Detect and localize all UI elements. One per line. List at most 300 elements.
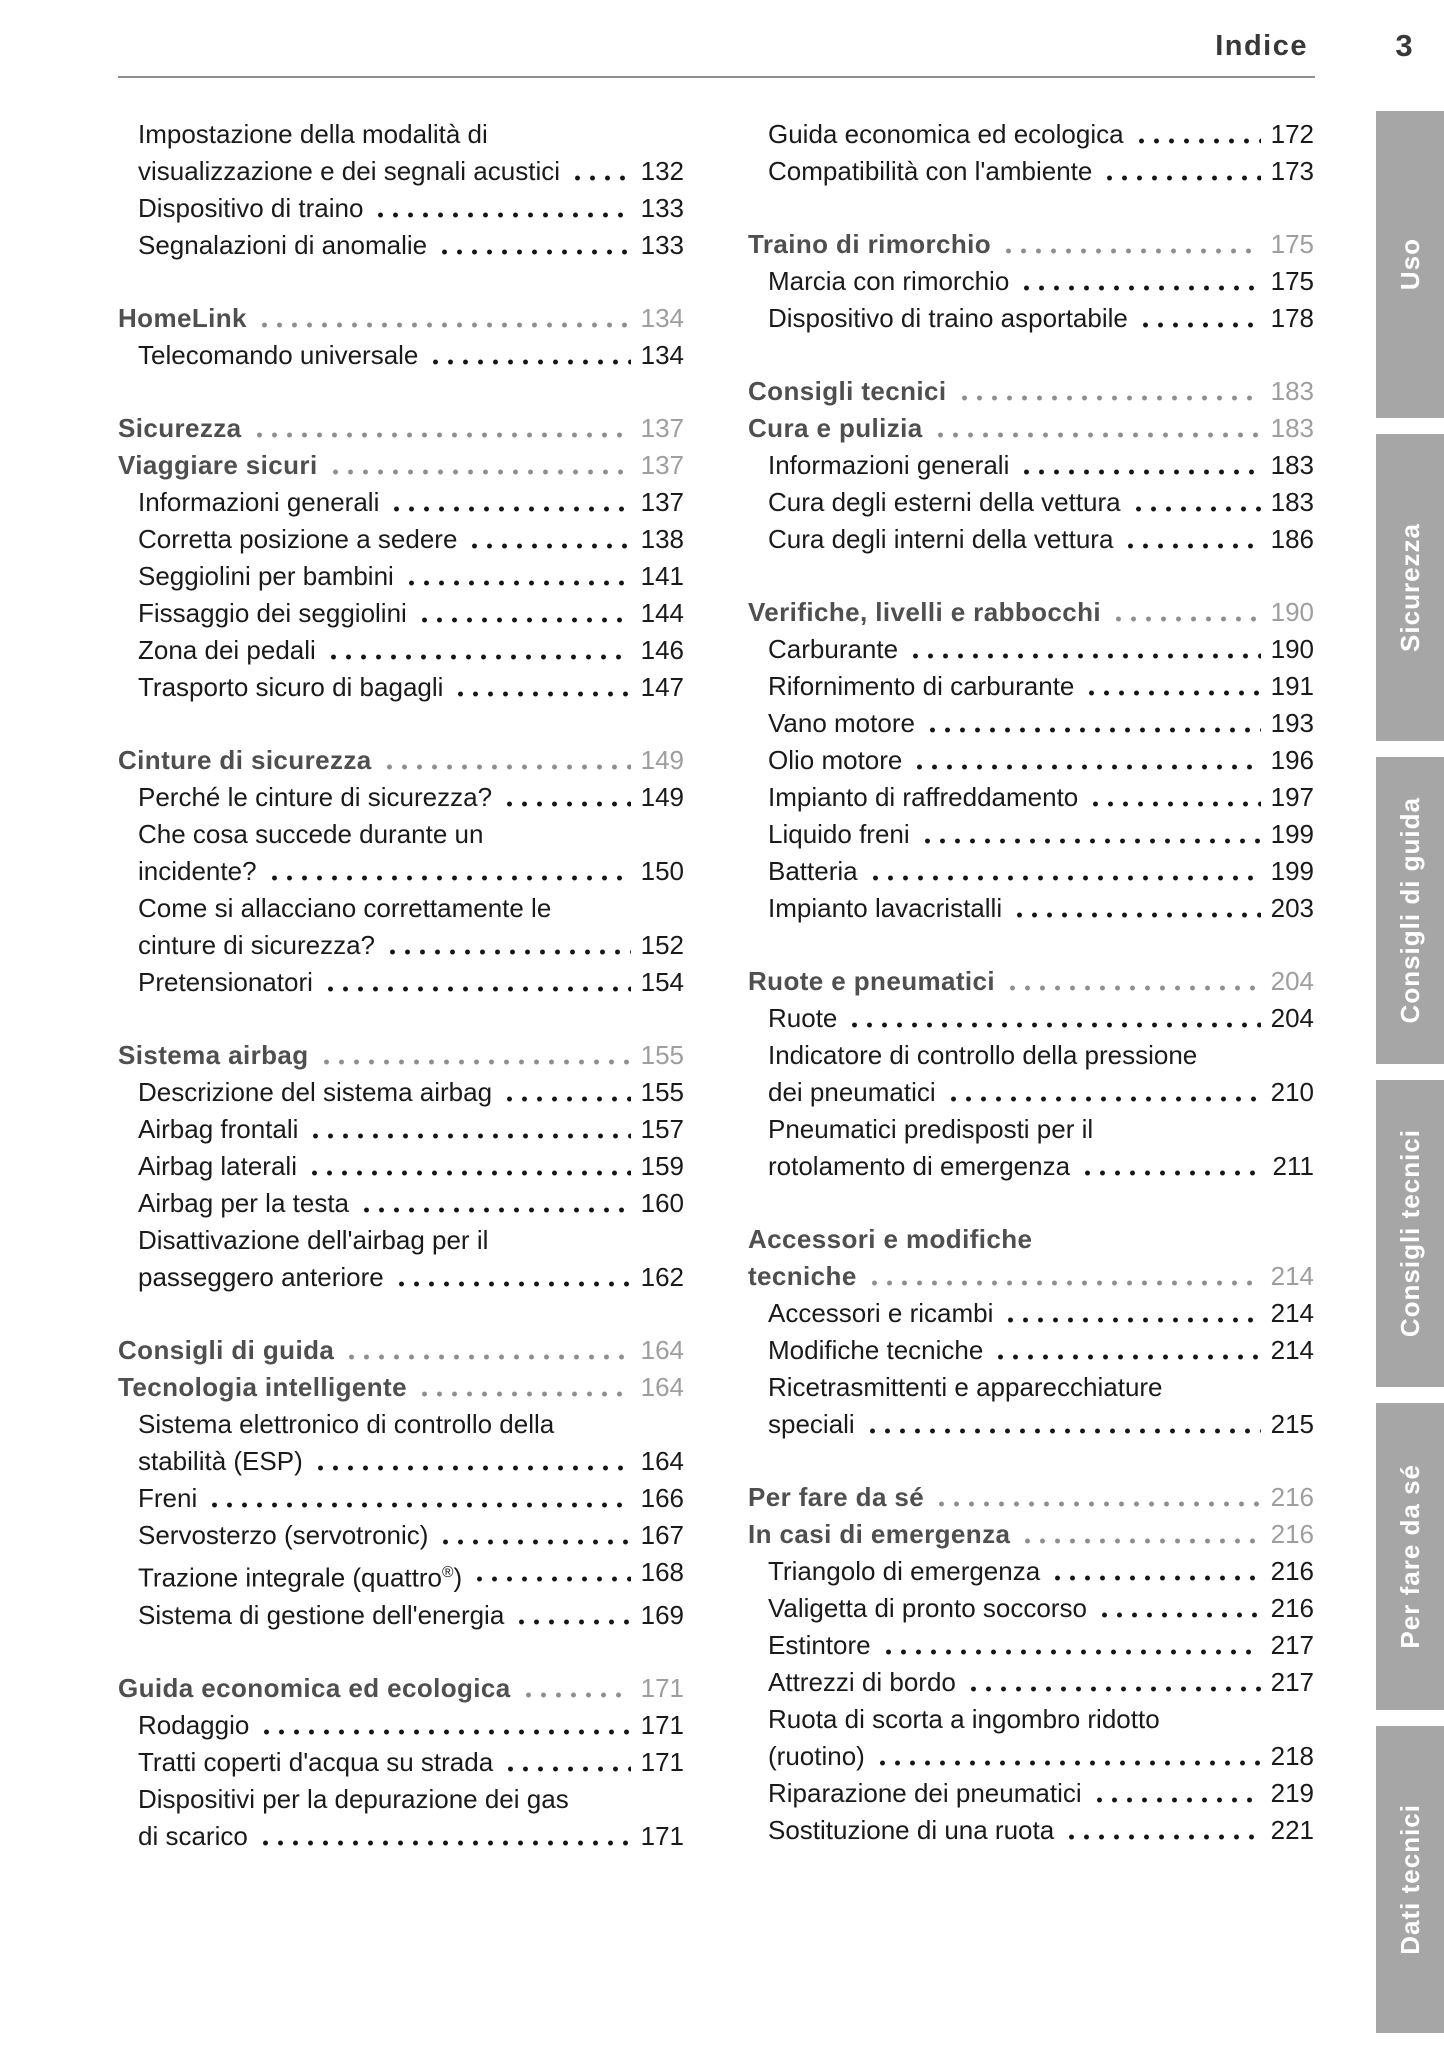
toc-entry <box>748 1775 1314 1812</box>
toc-entry-label: Sostituzione di una ruota <box>768 1815 1055 1845</box>
toc-entry <box>748 484 1314 521</box>
dot-leader <box>306 1111 630 1148</box>
toc-page-ref: 183 <box>1270 487 1314 517</box>
toc-page-ref: 217 <box>1270 1630 1314 1660</box>
toc-entry <box>118 1406 684 1480</box>
toc-page-ref: 150 <box>640 856 684 886</box>
dot-leader <box>519 1670 631 1707</box>
toc-entry-label: visualizzazione e dei segnali acustici <box>138 156 561 186</box>
toc-page-ref: 219 <box>1270 1778 1314 1808</box>
toc-entry <box>118 1517 684 1554</box>
toc-entry <box>748 668 1314 705</box>
toc-entry <box>748 521 1314 558</box>
toc-page-ref: 154 <box>640 967 684 997</box>
dot-leader <box>435 227 631 264</box>
dot-leader <box>910 742 1260 779</box>
toc-entry-label: Fissaggio dei seggiolini <box>138 598 407 628</box>
toc-entry-label: Perché le cinture di sicurezza? <box>138 782 493 812</box>
toc-group <box>748 1479 1314 1849</box>
dot-leader <box>500 779 631 816</box>
toc-entry <box>748 410 1314 447</box>
header-rule <box>118 76 1315 78</box>
toc-page-ref: 138 <box>640 524 684 554</box>
toc-column-left <box>118 116 684 1891</box>
toc-entry-label: Per fare da sé <box>748 1482 925 1512</box>
toc-entry <box>748 890 1314 927</box>
dot-leader <box>964 1664 1261 1701</box>
dot-leader <box>250 410 631 447</box>
toc-page-ref: 216 <box>1270 1519 1314 1549</box>
toc-entry <box>748 373 1314 410</box>
side-tab-sicurezza <box>1376 434 1444 741</box>
toc-page-ref: 217 <box>1270 1667 1314 1697</box>
dot-leader <box>999 226 1261 263</box>
dot-leader <box>1001 1295 1260 1332</box>
toc-group <box>748 373 1314 558</box>
toc-entry <box>118 890 684 964</box>
toc-entry-label: Marcia con rimorchio <box>768 266 1010 296</box>
toc-group <box>118 742 684 1001</box>
side-tab-dati-tecnici <box>1376 1726 1444 2033</box>
toc-entry <box>118 190 684 227</box>
dot-leader <box>1003 963 1261 1000</box>
toc-entry <box>118 300 684 337</box>
side-tab-per-fare-da-s- <box>1376 1403 1444 1710</box>
toc-entry-label: Compatibilità con l'ambiente <box>768 156 1093 186</box>
toc-entry-line: Pneumatici predisposti per il <box>768 1114 1094 1144</box>
toc-page-ref: 215 <box>1270 1409 1314 1439</box>
toc-entry <box>748 963 1314 1000</box>
toc-entry-label: cinture di sicurezza? <box>138 930 375 960</box>
dot-leader <box>1100 153 1260 190</box>
toc-entry <box>748 263 1314 300</box>
toc-entry-label: dei pneumatici <box>768 1077 936 1107</box>
toc-entry-label: Tecnologia intelligente <box>118 1372 407 1402</box>
toc-page-ref: 171 <box>640 1672 684 1703</box>
dot-leader <box>402 558 631 595</box>
dot-leader <box>371 190 630 227</box>
toc-entry <box>748 116 1314 153</box>
toc-group <box>118 300 684 374</box>
toc-entry-label: Cinture di sicurezza <box>118 745 372 775</box>
toc-group <box>118 410 684 706</box>
toc-entry-label: stabilità (ESP) <box>138 1446 303 1476</box>
toc-page-ref: 193 <box>1270 708 1314 738</box>
side-tab-consigli-di-guida <box>1376 757 1444 1064</box>
dot-leader <box>305 1148 631 1185</box>
toc-page-ref: 137 <box>640 450 684 480</box>
toc-page-ref: 152 <box>640 930 684 960</box>
toc-entry-label: Guida economica ed ecologica <box>768 119 1124 149</box>
toc-entry-label: speciali <box>768 1409 855 1439</box>
toc-entry-line: Dispositivi per la depurazione dei gas <box>138 1783 569 1814</box>
toc-page-ref: 218 <box>1270 1741 1314 1771</box>
toc-group <box>748 1221 1314 1443</box>
toc-entry-label: Cura e pulizia <box>748 413 923 443</box>
toc-entry <box>748 1479 1314 1516</box>
toc-entry <box>748 853 1314 890</box>
toc-column-right <box>748 116 1314 1885</box>
toc-page-ref: 216 <box>1270 1482 1314 1512</box>
toc-entry-label: Accessori e ricambi <box>768 1298 994 1328</box>
toc-group <box>118 1332 684 1634</box>
dot-leader <box>918 816 1261 853</box>
toc-page-ref: 199 <box>1270 856 1314 886</box>
toc-page-ref: 155 <box>640 1077 684 1107</box>
dot-leader <box>1048 1553 1260 1590</box>
toc-page-ref: 132 <box>640 156 684 186</box>
dot-leader <box>392 1259 631 1296</box>
toc-entry <box>748 1332 1314 1369</box>
dot-leader <box>415 1369 631 1406</box>
toc-entry <box>748 594 1314 631</box>
toc-entry <box>748 226 1314 263</box>
toc-entry-label: Segnalazioni di anomalie <box>138 230 428 260</box>
toc-page-ref: 203 <box>1270 893 1314 923</box>
toc-entry <box>118 1074 684 1111</box>
toc-page-ref: 190 <box>1270 597 1314 627</box>
toc-entry-label: Trazione integrale (quattro®) <box>138 1562 463 1593</box>
toc-entry <box>118 1597 684 1634</box>
side-tab-label: Uso <box>1394 238 1425 291</box>
toc-entry <box>748 631 1314 668</box>
dot-leader <box>923 705 1261 742</box>
toc-entry-label: Liquido freni <box>768 819 910 849</box>
toc-entry-label: Trasporto sicuro di bagagli <box>138 672 444 702</box>
dot-leader <box>426 337 630 374</box>
toc-page-ref: 146 <box>640 635 684 665</box>
toc-page-ref: 173 <box>1270 156 1314 186</box>
toc-entry <box>118 816 684 890</box>
toc-page-ref: 196 <box>1270 745 1314 775</box>
toc-entry-label: Pretensionatori <box>138 967 313 997</box>
page-number: 3 <box>1395 28 1413 63</box>
dot-leader <box>879 1627 1261 1664</box>
toc-page-ref: 141 <box>640 561 684 591</box>
toc-entry-label: Triangolo di emergenza <box>768 1556 1041 1586</box>
toc-page-ref: 137 <box>640 487 684 517</box>
toc-entry <box>748 1037 1314 1111</box>
toc-page-ref: 191 <box>1270 671 1314 701</box>
toc-entry <box>118 447 684 484</box>
dot-leader <box>991 1332 1260 1369</box>
dot-leader <box>501 1744 630 1781</box>
dot-leader <box>255 300 631 337</box>
dot-leader <box>1095 1590 1261 1627</box>
dot-leader <box>1062 1812 1260 1849</box>
toc-entry-label: di scarico <box>138 1820 248 1851</box>
toc-entry <box>748 153 1314 190</box>
toc-entry-line: Accessori e modifiche <box>748 1224 1033 1254</box>
toc-page-ref: 171 <box>640 1820 684 1851</box>
toc-entry-label: Modifiche tecniche <box>768 1335 984 1365</box>
toc-entry-label: Viaggiare sicuri <box>118 450 318 480</box>
side-tab-label: Sicurezza <box>1394 523 1425 652</box>
toc-entry-label: Rifornimento di carburante <box>768 671 1075 701</box>
toc-page-ref: 183 <box>1270 413 1314 443</box>
dot-leader <box>1018 1516 1260 1553</box>
toc-entry <box>118 595 684 632</box>
toc-page-ref: 159 <box>640 1151 684 1181</box>
toc-page-ref: 214 <box>1270 1298 1314 1328</box>
toc-page-ref: 183 <box>1270 376 1314 406</box>
toc-entry-label: Consigli di guida <box>118 1335 335 1365</box>
dot-leader <box>1121 521 1260 558</box>
side-tab-consigli-tecnici <box>1376 1080 1444 1387</box>
toc-page-ref: 137 <box>640 413 684 443</box>
toc-entry-label: passeggero anteriore <box>138 1262 384 1292</box>
toc-entry-label: Descrizione del sistema airbag <box>138 1077 493 1107</box>
toc-entry <box>748 1221 1314 1295</box>
toc-entry <box>748 1701 1314 1775</box>
toc-entry <box>118 1222 684 1296</box>
toc-entry-label: Rodaggio <box>138 1709 250 1740</box>
toc-entry-label: Valigetta di pronto soccorso <box>768 1593 1087 1623</box>
dot-leader <box>265 853 631 890</box>
toc-page-ref: 183 <box>1270 450 1314 480</box>
toc-entry <box>118 521 684 558</box>
toc-entry-label: Zona dei pedali <box>138 635 316 665</box>
toc-entry-label: Estintore <box>768 1630 871 1660</box>
toc-page-ref: 171 <box>640 1709 684 1740</box>
toc-page-ref: 211 <box>1272 1151 1314 1181</box>
toc-page-ref: 197 <box>1270 782 1314 812</box>
toc-entry <box>748 1369 1314 1443</box>
toc-page-ref: 175 <box>1270 229 1314 259</box>
toc-page-ref: 144 <box>640 598 684 628</box>
toc-entry-label: Airbag per la testa <box>138 1188 350 1218</box>
toc-entry <box>748 447 1314 484</box>
toc-entry-label: Informazioni generali <box>768 450 1010 480</box>
toc-page-ref: 133 <box>640 193 684 223</box>
toc-entry <box>118 964 684 1001</box>
toc-entry <box>748 1111 1314 1185</box>
toc-page-ref: 169 <box>640 1599 684 1630</box>
toc-entry <box>118 779 684 816</box>
toc-entry-line: Ruota di scorta a ingombro ridotto <box>768 1704 1160 1734</box>
toc-entry-label: Carburante <box>768 634 899 664</box>
toc-page-ref: 164 <box>640 1335 684 1365</box>
toc-entry-label: Vano motore <box>768 708 915 738</box>
toc-entry <box>118 1670 684 1707</box>
toc-entry <box>118 1781 684 1855</box>
dot-leader <box>465 521 630 558</box>
dot-leader <box>256 1818 631 1855</box>
toc-page-ref: 149 <box>640 782 684 812</box>
toc-entry-label: In casi di emergenza <box>748 1519 1011 1549</box>
dot-leader <box>1017 447 1260 484</box>
toc-entry <box>118 1148 684 1185</box>
toc-page-ref: 134 <box>640 303 684 333</box>
dot-leader <box>357 1185 631 1222</box>
toc-entry <box>748 742 1314 779</box>
toc-entry-label: rotolamento di emergenza <box>768 1151 1071 1181</box>
toc-entry <box>118 1111 684 1148</box>
dot-leader <box>387 484 630 521</box>
toc-entry <box>118 1707 684 1744</box>
toc-entry <box>118 1185 684 1222</box>
dot-leader <box>863 1406 1261 1443</box>
toc-entry-line: Come si allacciano correttamente le <box>138 893 552 923</box>
toc-entry-label: Freni <box>138 1483 198 1513</box>
dot-leader <box>1090 1775 1261 1812</box>
toc-entry-label: Cura degli interni della vettura <box>768 524 1114 554</box>
toc-entry <box>118 1037 684 1074</box>
toc-entry-line: Ricetrasmittenti e apparecchiature <box>768 1372 1163 1402</box>
toc-entry <box>748 1590 1314 1627</box>
toc-entry <box>118 742 684 779</box>
toc-page-ref: 171 <box>640 1746 684 1777</box>
dot-leader <box>1132 116 1261 153</box>
toc-page-ref: 216 <box>1270 1593 1314 1623</box>
toc-entry-line: Che cosa succede durante un <box>138 819 484 849</box>
toc-group <box>748 226 1314 337</box>
dot-leader <box>321 964 631 1001</box>
side-tab-uso <box>1376 111 1444 418</box>
dot-leader <box>436 1517 630 1554</box>
toc-group <box>118 1670 684 1855</box>
toc-entry <box>118 1332 684 1369</box>
toc-entry-label: (ruotino) <box>768 1741 865 1771</box>
toc-entry-label: Impianto di raffreddamento <box>768 782 1079 812</box>
toc-entry <box>748 705 1314 742</box>
dot-leader <box>383 927 631 964</box>
toc-page-ref: 147 <box>640 672 684 702</box>
side-tab-label: Dati tecnici <box>1394 1804 1425 1955</box>
toc-entry-label: Airbag frontali <box>138 1114 299 1144</box>
dot-leader <box>311 1443 631 1480</box>
toc-group <box>118 1037 684 1296</box>
toc-page-ref: 167 <box>640 1520 684 1550</box>
toc-entry-line: Impostazione della modalità di <box>138 119 488 149</box>
toc-entry-label: Guida economica ed ecologica <box>118 1672 511 1703</box>
toc-page-ref: 204 <box>1270 966 1314 996</box>
toc-page-ref: 166 <box>640 1483 684 1513</box>
dot-leader <box>342 1332 630 1369</box>
toc-entry-label: Sistema airbag <box>118 1040 309 1070</box>
toc-entry-label: Sistema di gestione dell'energia <box>138 1599 505 1630</box>
toc-entry <box>118 1744 684 1781</box>
dot-leader <box>944 1074 1261 1111</box>
dot-leader <box>324 632 631 669</box>
dot-leader <box>1136 300 1261 337</box>
dot-leader <box>326 447 631 484</box>
toc-entry-line: Indicatore di controllo della pressione <box>768 1040 1198 1070</box>
toc-entry <box>748 816 1314 853</box>
toc-entry-label: Consigli tecnici <box>748 376 947 406</box>
toc-entry <box>748 300 1314 337</box>
dot-leader <box>1078 1148 1262 1185</box>
toc-entry-label: Batteria <box>768 856 858 886</box>
toc-entry <box>748 1812 1314 1849</box>
toc-entry <box>118 116 684 190</box>
toc-entry-label: Tratti coperti d'acqua su strada <box>138 1746 494 1777</box>
toc-group <box>748 116 1314 190</box>
toc-entry-label: Verifiche, livelli e rabbocchi <box>748 597 1102 627</box>
side-tab-label: Consigli di guida <box>1394 797 1425 1024</box>
toc-entry <box>118 1480 684 1517</box>
page-title: Indice <box>1215 30 1308 62</box>
toc-group <box>748 963 1314 1185</box>
toc-page-ref: 157 <box>640 1114 684 1144</box>
dot-leader <box>1109 594 1261 631</box>
toc-entry-label: Airbag laterali <box>138 1151 297 1181</box>
toc-entry-label: Sicurezza <box>118 413 242 443</box>
toc-page-ref: 210 <box>1270 1077 1314 1107</box>
dot-leader <box>1082 668 1260 705</box>
toc-entry-label: Dispositivo di traino <box>138 193 364 223</box>
toc-entry-label: Ruote <box>768 1003 838 1033</box>
dot-leader <box>257 1707 630 1744</box>
toc-entry <box>748 1664 1314 1701</box>
toc-page-ref: 175 <box>1270 266 1314 296</box>
dot-leader <box>380 742 631 779</box>
dot-leader <box>500 1074 631 1111</box>
toc-entry <box>118 632 684 669</box>
toc-entry <box>748 1553 1314 1590</box>
dot-leader <box>931 410 1261 447</box>
side-tab-label: Per fare da sé <box>1394 1464 1425 1649</box>
toc-page-ref: 199 <box>1270 819 1314 849</box>
dot-leader <box>317 1037 631 1074</box>
dot-leader <box>845 1000 1260 1037</box>
toc-entry <box>118 227 684 264</box>
dot-leader <box>866 853 1261 890</box>
toc-entry <box>748 1516 1314 1553</box>
toc-page-ref: 186 <box>1270 524 1314 554</box>
toc-entry <box>118 669 684 706</box>
toc-entry <box>748 779 1314 816</box>
toc-page-ref: 160 <box>640 1188 684 1218</box>
dot-leader <box>415 595 631 632</box>
toc-page-ref: 149 <box>640 745 684 775</box>
toc-entry-label: Cura degli esterni della vettura <box>768 487 1121 517</box>
dot-leader <box>1129 484 1261 521</box>
toc-page-ref: 134 <box>640 340 684 370</box>
dot-leader <box>1017 263 1260 300</box>
toc-entry-line: Disattivazione dell'airbag per il <box>138 1225 489 1255</box>
toc-page-ref: 133 <box>640 230 684 260</box>
toc-page-ref: 155 <box>640 1040 684 1070</box>
toc-entry <box>118 1554 684 1597</box>
toc-entry-label: Ruote e pneumatici <box>748 966 996 996</box>
toc-page-ref: 172 <box>1270 119 1314 149</box>
toc-entry-label: Olio motore <box>768 745 903 775</box>
toc-entry-label: Impianto lavacristalli <box>768 893 1003 923</box>
dot-leader <box>1086 779 1260 816</box>
toc-entry-label: HomeLink <box>118 303 247 333</box>
toc-page-ref: 164 <box>640 1372 684 1402</box>
toc-page-ref: 178 <box>1270 303 1314 333</box>
dot-leader <box>451 669 630 706</box>
toc-entry-label: Riparazione dei pneumatici <box>768 1778 1082 1808</box>
dot-leader <box>865 1258 1261 1295</box>
toc-entry <box>118 558 684 595</box>
toc-entry-label: Seggiolini per bambini <box>138 561 394 591</box>
toc-entry-label: Corretta posizione a sedere <box>138 524 458 554</box>
toc-entry-label: tecniche <box>748 1261 857 1291</box>
toc-entry <box>748 1000 1314 1037</box>
dot-leader <box>873 1738 1261 1775</box>
dot-leader <box>568 153 631 190</box>
toc-page-ref: 214 <box>1270 1335 1314 1365</box>
toc-entry-label: Informazioni generali <box>138 487 380 517</box>
toc-entry <box>118 484 684 521</box>
dot-leader <box>932 1479 1260 1516</box>
toc-page-ref: 214 <box>1270 1261 1314 1291</box>
dot-leader <box>470 1554 630 1597</box>
toc-page-ref: 204 <box>1270 1003 1314 1033</box>
